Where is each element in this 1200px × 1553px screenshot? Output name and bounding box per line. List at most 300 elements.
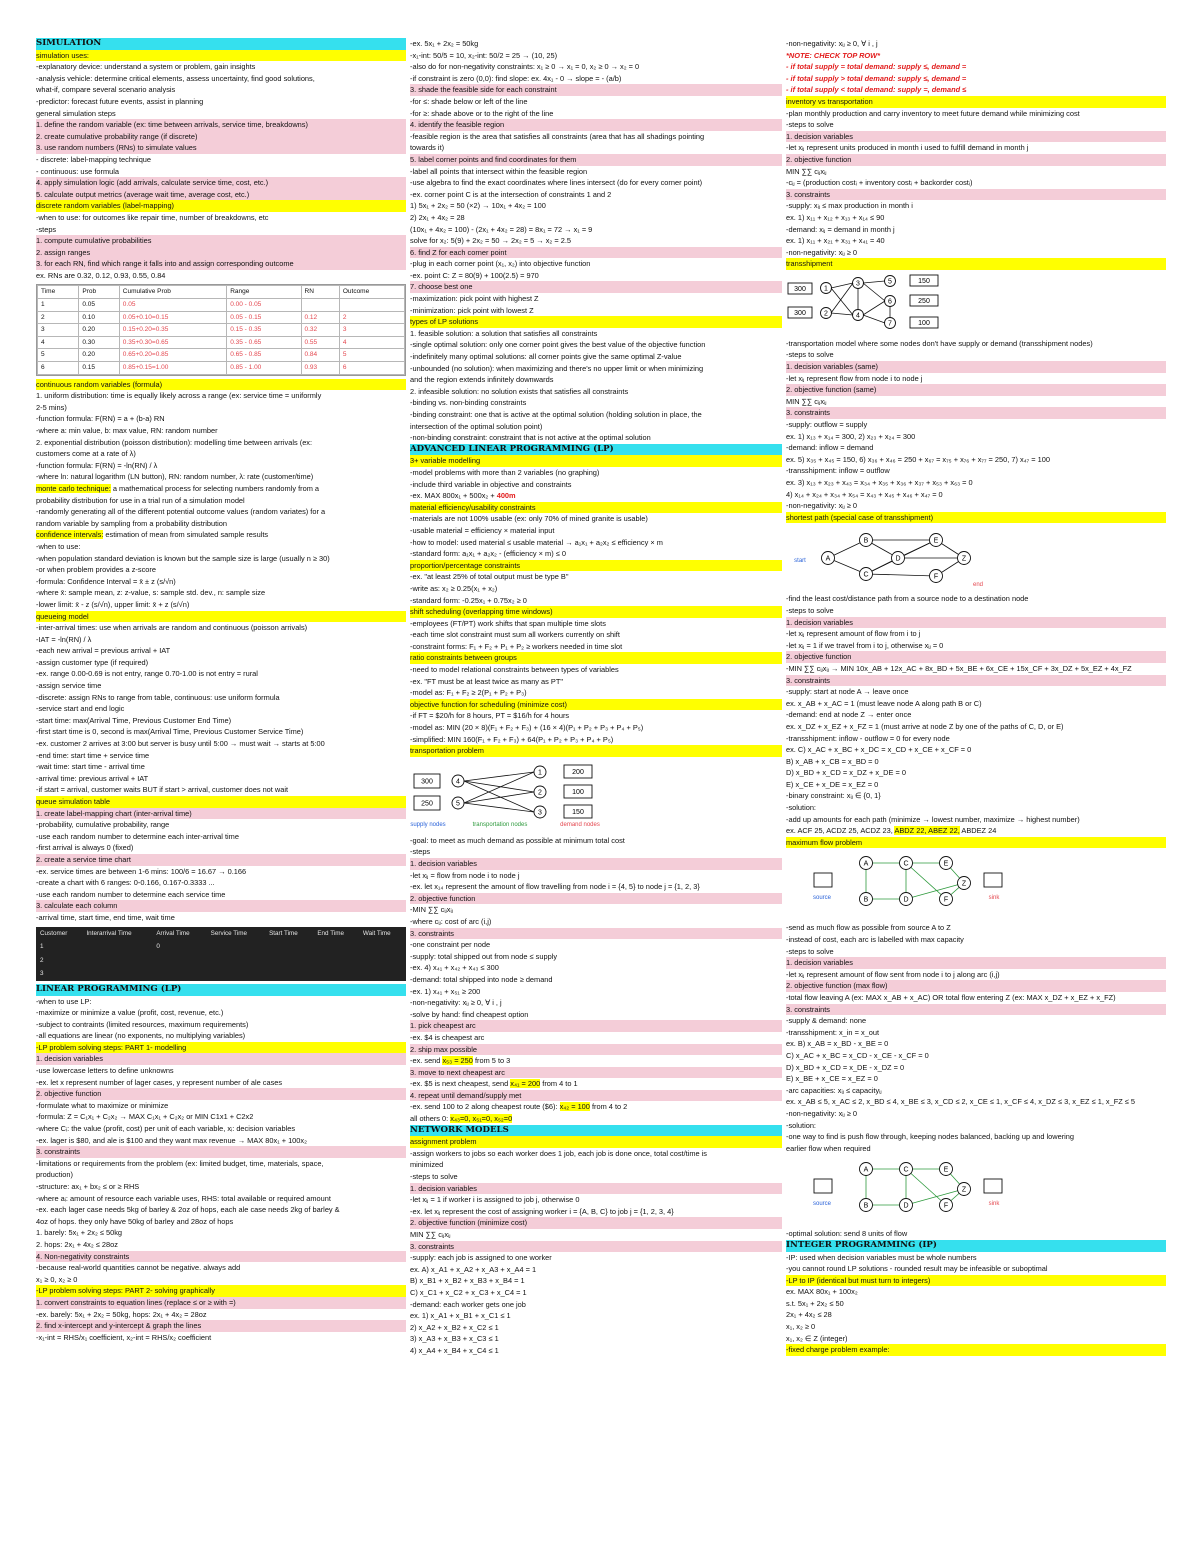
note-line: -steps [36, 224, 57, 234]
range-table [36, 284, 406, 375]
table-cell [313, 954, 359, 968]
note-line: -ex. each lager case needs 5kg of barley & 2oz of hops, each ale case needs 2kg of barley & [36, 1205, 340, 1215]
table-cell: 3 [40, 970, 44, 978]
note-line: -for ≥: shade above or to the right of the line [410, 108, 554, 118]
node-label: 4 [856, 312, 860, 320]
note-line: 6. find Z for each corner point [410, 247, 782, 259]
note-line: -optimal solution: send 8 units of flow [786, 1229, 908, 1239]
column-2 [410, 38, 782, 1357]
node-label: E [943, 861, 949, 869]
note-line: -limitations or requirements from the problem (ex: limited budget, time, materials, space, [36, 1158, 324, 1168]
note-line: -structure: ax₁ + bx₂ ≤ or ≥ RHS [36, 1182, 140, 1191]
note-line: 2. assign ranges [36, 247, 406, 259]
note-line: -maximize or minimize a value (profit, cost, revenue, etc.) [36, 1008, 224, 1018]
note-line: -find the least cost/distance path from a source node to a destination node [786, 594, 1029, 604]
note-line: -ex. let xᵢⱼ represent the cost of assigning worker i = {A, B, C} to job j = {1, 2, 3, 4} [410, 1206, 674, 1216]
note-line: -ex. let x₁₄ represent the amount of flow travelling from node i = {4, 5} to node j = {1, 2, 3} [410, 882, 700, 892]
table-row [38, 336, 405, 349]
note-line: x₁, x₂ ∈ Z (integer) [786, 1333, 848, 1343]
table-cell: 5 [38, 349, 79, 362]
note-line: -plan monthly production and carry inventory to meet future demand while minimizing cost [786, 108, 1080, 118]
table-cell: 0.93 [301, 362, 339, 375]
note-line: general simulation steps [36, 108, 116, 118]
node-label: C [903, 1166, 909, 1174]
source-box [814, 873, 832, 887]
note-line: -demand: inflow = demand [786, 443, 874, 453]
note-line: -transshipment: inflow = outflow [786, 466, 890, 476]
note-line: 1. feasible solution: a solution that satisfies all constraints [410, 328, 598, 338]
table-cell [152, 967, 206, 981]
note-line: B) x_AB + x_CB = x_BD = 0 [786, 756, 879, 766]
note-line: -ex. send x₅₃ = 250 from 5 to 3 [410, 1056, 511, 1066]
note-line: 2. infeasible solution: no solution exists that satisfies all constraints [410, 386, 629, 396]
note-line: - continuous: use formula [36, 166, 119, 176]
note-line: inventory vs transportation [786, 96, 1166, 108]
table-row [36, 940, 406, 954]
note-line: -lower limit: x̄ - z (s/√n), upper limit: x̄ + z (s/√n) [36, 599, 190, 609]
note-line: -formula: Confidence Interval = x̄ ± z (s/√n) [36, 576, 176, 586]
table-cell: 0.15 [79, 362, 119, 375]
table-cell: 0.05 [79, 299, 119, 312]
note-line: (10x₁ + 4x₂ = 100) - (2x₁ + 4x₂ = 28) = 8x₁ = 72 → x₁ = 9 [410, 224, 593, 234]
note-line: -because real-world quantities cannot be negative. always add [36, 1263, 241, 1273]
node-label: 5 [456, 800, 460, 808]
table-cell: 0.65 - 0.85 [227, 349, 301, 362]
note-line: all others 0: x₄₃=0, x₅₁=0, x₅₂=0 [410, 1114, 513, 1124]
note-line: -all equations are linear (no exponents, no multiplying variables) [36, 1031, 246, 1041]
note-line: ratio constraints between groups [410, 652, 782, 664]
node-label: E [943, 1166, 949, 1174]
note-line: 2. hops: 2x₁ + 4x₂ ≤ 28oz [36, 1239, 118, 1249]
note-line: -x₁-int = RHS/x₁ coefficient, x₂-int = RHS/x₂ coefficient [36, 1332, 212, 1342]
note-line: 1. decision variables [786, 617, 1166, 629]
note-line: -analysis vehicle: determine critical elements, assess uncertainty, find good solutions, [36, 73, 315, 83]
note-line: 2. find x-intercept and y-intercept & graph the lines [36, 1320, 406, 1332]
node-label: Z [961, 881, 967, 889]
note-line: -let xᵢⱼ = flow from node i to node j [410, 870, 520, 880]
note-line: -feasible region is the area that satisfies all constraints (area that has all shadings pointing [410, 131, 705, 141]
note-line: -create a chart with 6 ranges: 0-0.166, 0.167-0.3333 ... [36, 878, 215, 888]
note-line: 4. Non-negativity constraints [36, 1251, 406, 1263]
note-line: 2-5 mins) [36, 402, 67, 412]
note-line: ex. 1) x₁₁ + x₂₁ + x₃₁ + x₄₁ = 40 [786, 236, 885, 246]
table-cell: 5 [339, 349, 404, 362]
note-line: -add up amounts for each path (minimize → lowest number, maximize → highest number) [786, 814, 1080, 824]
note-line: -randomly generating all of the different potential outcome values (random variates) for a [36, 507, 326, 517]
note-line: -steps to solve [786, 946, 834, 956]
note-line: -use each random number to determine each inter-arrival time [36, 831, 239, 841]
caption: sink [988, 1201, 1000, 1208]
note-line: 4. repeat until demand/supply met [410, 1090, 782, 1102]
node-label: Z [961, 1186, 967, 1194]
note-line: material efficiency/usability constraints [410, 502, 782, 514]
note-line: 2. create cumulative probability range (if discrete) [36, 131, 406, 143]
note-line: monte carlo technique: a mathematical process for selecting numbers randomly from a [36, 483, 320, 493]
node-label: F [933, 573, 939, 581]
queue-table [36, 927, 406, 981]
caption: transportation nodes [472, 821, 528, 828]
note-line: -for ≤: shade below or left of the line [410, 96, 528, 106]
node-label: D [895, 555, 901, 563]
note-line: 3) x_A3 + x_B3 + x_C3 ≤ 1 [410, 1334, 499, 1344]
transshipment-diagram [786, 273, 956, 335]
node-label: F [943, 897, 949, 905]
table-cell: 4 [339, 336, 404, 349]
table-cell [359, 954, 406, 968]
table-cell: 2 [40, 956, 44, 964]
note-line: s.t. 5x₁ + 2x₂ ≤ 50 [786, 1298, 844, 1308]
note-line: 1. decision variables [410, 1183, 782, 1195]
table-cell: 0.65+0.20=0.85 [119, 349, 226, 362]
note-line: -or when problem provides a z-score [36, 565, 156, 575]
note-line: B) x_B1 + x_B2 + x_B3 + x_B4 = 1 [410, 1276, 525, 1286]
table-cell: 0.15 - 0.35 [227, 324, 301, 337]
table-cell: 1 [40, 943, 44, 951]
table-cell [152, 954, 206, 968]
table-cell [82, 967, 152, 981]
note-line: MIN ∑∑ cᵢⱼxᵢⱼ [786, 396, 827, 406]
note-line: -employees (FT/PT) work shifts that span multiple time slots [410, 618, 606, 628]
note-line: - if total supply < total demand: supply =, demand ≤ [786, 85, 967, 95]
note-line: 3. constraints [786, 407, 1166, 419]
note-line: -transshipment: inflow - outflow = 0 for every node [786, 733, 950, 743]
note-line: ex. MAX 80x₁ + 100x₂ [786, 1287, 858, 1297]
note-line: -where x̄: sample mean, z: z-value, s: sample std. dev., n: sample size [36, 588, 266, 598]
note-line: 3. move to next cheapest arc [410, 1067, 782, 1079]
table-cell: 3 [38, 324, 79, 337]
note-line: 2. objective function (same) [786, 384, 1166, 396]
table-header: Customer [40, 929, 68, 937]
note-line: -arc capacities: xᵢⱼ ≤ capacityᵢⱼ [786, 1085, 882, 1095]
table-cell: 0.05 [119, 299, 226, 312]
note-line: -function formula: F(RN) = a + (b-a) RN [36, 414, 165, 424]
note-line: -assign service time [36, 681, 102, 691]
note-line: earlier flow when required [786, 1143, 871, 1153]
note-line: -ex. 1) x₄₁ + x₅₁ ≥ 200 [410, 986, 481, 996]
note-line: -supply & demand: none [786, 1016, 867, 1026]
note-line: -supply: outflow = supply [786, 420, 868, 430]
value-label: 150 [572, 808, 584, 816]
table-cell [265, 954, 313, 968]
note-line: 2. objective function [786, 154, 1166, 166]
table-header: End Time [317, 929, 344, 937]
table-row [38, 362, 405, 375]
note-line: -when to use: [36, 541, 81, 551]
note-line: -simplified: MIN 160(F₁ + F₂ + F₃) + 64(P₁ + P₂ + P₃ + P₄ + P₅) [410, 734, 614, 744]
note-line: -let xᵢⱼ represent amount of flow from i to j [786, 629, 921, 639]
note-line: -steps to solve [786, 120, 834, 130]
note-line: -wait time: start time - arrival time [36, 762, 145, 772]
note-line: -steps [410, 847, 431, 857]
note-line: -how to model: used material ≤ usable material → a₁x₁ + a₂x₂ ≤ efficiency × m [410, 537, 663, 547]
table-cell: 0.85+0.15=1.00 [119, 362, 226, 375]
note-line: -unbounded (no solution): when maximizing and there's no upper limit or when minimizing [410, 363, 704, 373]
note-line: -let xᵢⱼ represent amount of flow sent from node i to j along arc (i,j) [786, 969, 1000, 979]
table-cell: 0 [156, 943, 160, 951]
graph-arc [464, 792, 534, 803]
note-line: -supply: each job is assigned to one worker [410, 1253, 552, 1263]
transportation-diagram [410, 760, 620, 832]
note-line: -if constraint is zero (0,0): find slope: ex. 4x₁ - 0 → slope = - (a/b) [410, 73, 622, 83]
note-line: -predictor: forecast future events, assist in planning [36, 96, 204, 106]
note-line: -when to use LP: [36, 996, 92, 1006]
note-line: 3. constraints [410, 928, 782, 940]
node-label: A [863, 1166, 869, 1174]
note-line: *NOTE: CHECK TOP ROW* [786, 50, 881, 60]
note-line: continuous random variables (formula) [36, 379, 406, 391]
note-line: -one way to find is push flow through, keeping nodes balanced, backing up and lowering [786, 1132, 1075, 1142]
note-line: ex. 1) x_A1 + x_B1 + x_C1 ≤ 1 [410, 1311, 511, 1321]
node-label: 1 [824, 285, 828, 293]
note-line: and the region extends infinitely downwards [410, 375, 554, 385]
note-line: -goal: to meet as much demand as possible at minimum total cost [410, 835, 625, 845]
note-line: -demand: each worker gets one job [410, 1299, 526, 1309]
table-row [38, 349, 405, 362]
note-line: 1. decision variables [786, 131, 1166, 143]
note-line: -first start time is 0, second is max(Arrival Time, Previous Customer Service Time) [36, 727, 304, 737]
note-line: -function formula: F(RN) = -ln(RN) / λ [36, 460, 158, 470]
note-line: -ex. let x represent number of lager cases, y represent number of ale cases [36, 1077, 283, 1087]
note-line: -ex. 5x₁ + 2x₂ = 50kg [410, 39, 479, 48]
note-line: -materials are not 100% usable (ex: only 70% of mined granite is usable) [410, 514, 648, 524]
table-cell: 6 [38, 362, 79, 375]
column-3 [786, 38, 1166, 1356]
note-line: -ex. "at least 25% of total output must be type B" [410, 572, 569, 582]
note-line: 3. shade the feasible side for each constraint [410, 84, 782, 96]
note-line: intersection of the optimal solution point) [410, 421, 543, 431]
table-cell: 3 [339, 324, 404, 337]
note-line: proportion/percentage constraints [410, 560, 782, 572]
note-line: -fixed charge problem example: [786, 1344, 1166, 1356]
table-header: Outcome [339, 286, 404, 299]
note-line: simulation uses: [36, 50, 406, 62]
note-line: 1. decision variables [786, 957, 1166, 969]
note-line: -ex. MAX 800x₁ + 500x₂ + 400m [410, 491, 516, 501]
note-line: -binding constraint: one that is active at the optimal solution (holding solution in place, the [410, 410, 702, 419]
table-cell [313, 967, 359, 981]
value-label: 100 [918, 319, 930, 327]
value-label: 250 [918, 297, 930, 305]
note-line: -start time: max(Arrival Time, Previous Customer End Time) [36, 715, 232, 725]
note-line: 2. objective function [410, 893, 782, 905]
note-line: assignment problem [410, 1136, 782, 1148]
note-line: -instead of cost, each arc is labelled with max capacity [786, 935, 964, 945]
source-box [814, 1179, 832, 1193]
note-line: maximum flow problem [786, 837, 1166, 849]
caption: end [972, 582, 984, 589]
note-line: 3. constraints [786, 189, 1166, 201]
note-line: -minimization: pick point with lowest Z [410, 305, 534, 315]
note-line: -service start and end logic [36, 704, 125, 714]
node-label: Z [961, 555, 967, 563]
node-label: 1 [538, 769, 542, 777]
note-line: -let xᵢⱼ represent units produced in month i used to fulfill demand in month j [786, 143, 1029, 153]
table-row [36, 954, 406, 968]
note-line: -use lowercase letters to define unknowns [36, 1066, 174, 1076]
table-header: Service Time [210, 929, 248, 937]
note-line: -also do for non-negativity constraints: x₁ ≥ 0 → x₁ = 0, x₂ ≥ 0 → x₂ = 0 [410, 62, 640, 72]
note-line: -solution: [786, 803, 816, 813]
note-line: 1. decision variables [410, 858, 782, 870]
note-line: shortest path (special case of transshipment) [786, 512, 1166, 524]
note-line: -non-negativity: xᵢⱼ ≥ 0 [786, 501, 858, 511]
note-line: -where a: min value, b: max value, RN: random number [36, 426, 218, 435]
table-cell: 0.15+0.20=0.35 [119, 324, 226, 337]
note-line: 4. apply simulation logic (add arrivals, calculate service time, cost, etc.) [36, 177, 406, 189]
note-line: ex. B) x_AB = x_BD - x_BE = 0 [786, 1039, 889, 1049]
note-line: -steps to solve [786, 605, 834, 615]
column-1 [36, 38, 406, 1343]
value-label: 250 [421, 800, 433, 808]
note-line: -standard form: -0.25x₁ + 0.75x₂ ≥ 0 [410, 595, 527, 605]
table-cell [339, 299, 404, 312]
note-line: 3. constraints [786, 1004, 1166, 1016]
table-cell: 0.20 [79, 324, 119, 337]
note-line: ex. RNs are 0.32, 0.12, 0.93, 0.55, 0.84 [36, 270, 166, 280]
table-cell: 4 [38, 336, 79, 349]
node-label: 2 [538, 789, 542, 797]
note-line: -let xᵢⱼ = 1 if worker i is assigned to job j, otherwise 0 [410, 1195, 580, 1205]
value-label: 200 [572, 768, 584, 776]
node-label: 2 [824, 310, 828, 318]
note-line: 2. objective function [786, 651, 1166, 663]
note-line: -when population standard deviation is known but the sample size is large (usually n ≥ 30) [36, 553, 330, 563]
note-line: -need to model relational constraints between types of variables [410, 665, 619, 675]
note-line: C) x_C1 + x_C2 + x_C3 + x_C4 = 1 [410, 1287, 527, 1297]
max-flow-figure [786, 851, 1166, 919]
note-line: INTEGER PROGRAMMING (IP) [786, 1240, 1166, 1252]
note-line: transshipment [786, 258, 1166, 270]
note-line: 2. objective function (minimize cost) [410, 1217, 782, 1229]
node-label: B [863, 537, 869, 545]
note-line: 1. pick cheapest arc [410, 1020, 782, 1032]
node-label: 6 [888, 298, 892, 306]
note-line: -binary constraint: xᵢⱼ ∈ {0, 1} [786, 791, 881, 801]
table-cell: 0.05+0.10=0.15 [119, 311, 226, 324]
transportation-figure [410, 760, 782, 832]
node-label: 3 [856, 280, 860, 288]
note-line: 1. barely: 5x₁ + 2x₂ ≤ 50kg [36, 1228, 123, 1238]
node-label: C [903, 861, 909, 869]
note-line: -solution: [786, 1120, 816, 1130]
node-label: 4 [456, 778, 460, 786]
table-cell: 1 [38, 299, 79, 312]
note-line: -non-binding constraint: constraint that is not active at the optimal solution [410, 433, 651, 443]
note-line: discrete random variables (label-mapping) [36, 200, 406, 212]
note-line: what-if, compare several scenario analysis [36, 85, 176, 95]
note-line: -each time slot constraint must sum all workers currently on shift [410, 630, 620, 640]
table-cell: 6 [339, 362, 404, 375]
note-line: -LP problem solving steps: PART 2- solving graphically [36, 1285, 406, 1297]
value-label: 300 [794, 285, 806, 293]
note-line: SIMULATION [36, 38, 406, 50]
note-line: -use algebra to find the exact coordinates where lines intersect (do for every corner point) [410, 178, 703, 188]
table-cell [82, 954, 152, 968]
note-line: -ex. send 100 to 2 along cheapest route ($6): x₄₂ = 100 from 4 to 2 [410, 1102, 628, 1112]
note-line: -LP problem solving steps: PART 1- modelling [36, 1042, 406, 1054]
table-header: RN [301, 286, 339, 299]
table-cell [359, 967, 406, 981]
note-line: -ex. range 0.00-0.69 is not entry, range 0.70-1.00 is not entry = rural [36, 669, 258, 679]
table-header: Interarrival Time [86, 929, 132, 937]
note-line: 3. calculate each column [36, 900, 406, 912]
note-line: ex. 1) x₁₃ + x₁₄ = 300, 2) x₂₃ + x₂₄ = 300 [786, 431, 916, 441]
node-label: B [863, 1202, 869, 1210]
note-line: 2. create a service time chart [36, 854, 406, 866]
caption: start [794, 558, 806, 565]
graph-arc [863, 315, 885, 323]
table-cell: 0.05 - 0.15 [227, 311, 301, 324]
table-header: Cumulative Prob [119, 286, 226, 299]
note-line: -ex. "FT must be at least twice as many as PT" [410, 676, 563, 686]
note-line: -arrival time: previous arrival + IAT [36, 773, 149, 783]
note-line: minimized [410, 1160, 444, 1170]
table-cell: 0.84 [301, 349, 339, 362]
note-line: random variable by sampling from a probability distribution [36, 518, 228, 528]
graph-arc [464, 781, 534, 792]
note-line: x₁ ≥ 0, x₂ ≥ 0 [36, 1274, 78, 1284]
note-line: -assign customer type (if required) [36, 657, 149, 667]
note-line: queue simulation table [36, 796, 406, 808]
note-line: -ex. $4 is cheapest arc [410, 1032, 485, 1042]
note-line: -maximization: pick point with highest Z [410, 294, 539, 304]
note-line: -usable material = efficiency × material input [410, 525, 555, 535]
node-label: C [863, 571, 869, 579]
note-line: 2) x_A2 + x_B2 + x_C2 ≤ 1 [410, 1322, 499, 1332]
note-line: -model problems with more than 2 variables (no graphing) [410, 467, 600, 477]
note-line: -formula: Z = C₁x₁ + C₂x₂ → MAX C₁x₁ + C₂x₂ or MIN C1x1 + C2x2 [36, 1112, 254, 1122]
note-line: -arrival time, start time, end time, wait time [36, 912, 175, 922]
note-line: 2. ship max possible [410, 1044, 782, 1056]
max-flow-solution-figure [786, 1157, 1166, 1225]
note-line: -MIN ∑∑ cᵢⱼxᵢⱼ [410, 905, 453, 915]
note-line: ex. 3) x₁₃ + x₂₃ + x₄₃ = x₃₄ + x₃₅ + x₃₆ + x₃₇ + x₅₃ + x₆₃ = 0 [786, 478, 973, 487]
note-line: - discrete: label-mapping technique [36, 154, 152, 164]
note-line: -model as: F₁ + F₂ ≥ 2(P₁ + P₂ + P₃) [410, 688, 527, 698]
note-line: ex. 1) x₁₁ + x₁₂ + x₁₃ + x₁₄ ≤ 90 [786, 212, 885, 222]
caption: supply nodes [410, 821, 446, 828]
note-line: -indefinitely many optimal solutions: all corner points give the same optimal Z-value [410, 352, 682, 362]
note-line: -explanatory device: understand a system or problem, gain insights [36, 62, 256, 72]
note-line: 1. compute cumulative probabilities [36, 235, 406, 247]
note-line: -transportation model where some nodes don't have supply or demand (transshipment nodes) [786, 338, 1093, 348]
note-line: x₁, x₂ ≥ 0 [786, 1322, 816, 1332]
table-cell: 0.10 [79, 311, 119, 324]
graph-arc [831, 288, 853, 315]
note-line: -binding vs. non-binding constraints [410, 398, 527, 408]
note-line: -supply: xᵢⱼ ≤ max production in month i [786, 201, 913, 211]
note-line: transportation problem [410, 745, 782, 757]
note-line: 1. uniform distribution: time is equally likely across a range (ex: service time = uniformly [36, 391, 322, 401]
note-line: -ex. service times are between 1-6 mins: 100/6 = 16.67 → 0.166 [36, 866, 247, 876]
note-line: 1) 5x₁ + 2x₂ = 50 (×2) → 10x₁ + 4x₂ = 100 [410, 201, 546, 211]
note-line: -supply: start at node A → leave once [786, 687, 909, 697]
note-line: MIN ∑∑ cᵢⱼxᵢⱼ [410, 1230, 451, 1239]
table-cell: 0.35+0.30=0.65 [119, 336, 226, 349]
note-line: -demand: end at node Z → enter once [786, 710, 912, 720]
graph-arc [863, 301, 885, 315]
max-flow-diagram [786, 1157, 1016, 1225]
note-line: C) x_AC + x_BC = x_CD - x_CE - x_CF = 0 [786, 1050, 929, 1060]
table-cell [207, 954, 265, 968]
note-line: -constraint forms: F₁ + F₂ + P₁ + P₂ ≥ workers needed in time slot [410, 641, 623, 651]
table-cell: 0.20 [79, 349, 119, 362]
note-line: -cᵢⱼ = (production costᵢ + inventory costᵢ + backorder costᵢ) [786, 178, 973, 188]
node-label: B [863, 897, 869, 905]
note-line: probability distribution for use in a trial run of a simulation model [36, 495, 245, 505]
table-cell: 0.35 - 0.65 [227, 336, 301, 349]
table-header: Start Time [269, 929, 298, 937]
